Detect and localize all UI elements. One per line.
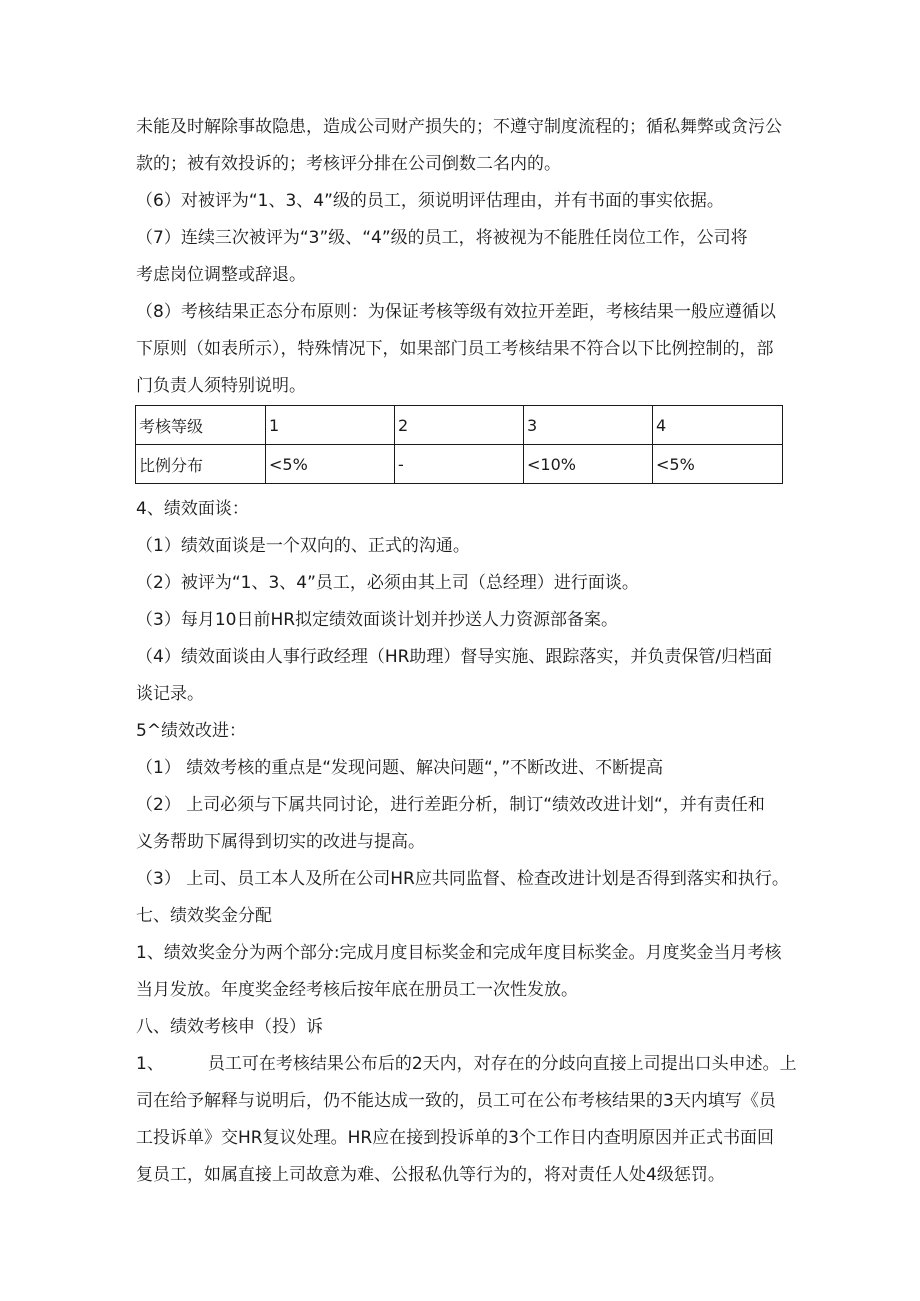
table-cell: <5%: [653, 445, 783, 484]
section-heading: 八、绩效考核申（投）诉: [136, 1017, 323, 1037]
paragraph-line: 款的；被有效投诉的；考核评分排在公司倒数二名内的。: [136, 154, 561, 174]
paragraph-line: （8）考核结果正态分布原则：为保证考核等级有效拉开差距，考核结果一般应遵循以: [136, 302, 776, 322]
paragraph-line: （4）绩效面谈由人事行政经理（HR助理）督导实施、跟踪落实，并负责保管/归档面: [136, 647, 773, 667]
grade-distribution-table: [135, 405, 783, 484]
table-cell: 1: [266, 406, 395, 445]
paragraph-line: （2）被评为“1、3、4”员工，必须由其上司（总经理）进行面谈。: [136, 573, 639, 593]
section-heading: 4、绩效面谈：: [136, 499, 249, 519]
paragraph-line: （6）对被评为“1、3、4”级的员工，须说明评估理由，并有书面的事实依据。: [136, 191, 724, 211]
paragraph-line: [136, 1046, 797, 1083]
paragraph-line: 司在给予解释与说明后，仍不能达成一致的，员工可在公布考核结果的3天内填写《员: [136, 1091, 776, 1111]
paragraph-line: （2） 上司必须与下属共同讨论，进行差距分析，制订“绩效改进计划“，并有责任和: [136, 795, 765, 815]
table-cell: 4: [653, 406, 783, 445]
paragraph-line: 门负责人须特别说明。: [136, 376, 306, 396]
paragraph-line: 谈记录。: [136, 684, 204, 704]
paragraph-line: （1）绩效面谈是一个双向的、正式的沟通。: [136, 536, 470, 556]
section-heading: 5^绩效改进：: [136, 721, 247, 741]
paragraph-line: 义务帮助下属得到切实的改进与提高。: [136, 832, 425, 852]
table-cell: <10%: [524, 445, 653, 484]
paragraph-line: 当月发放。年度奖金经考核后按年底在册员工一次性发放。: [136, 980, 578, 1000]
table-cell: 2: [395, 406, 524, 445]
paragraph-line: （7）连续三次被评为“3”级、“4”级的员工，将被视为不能胜任岗位工作，公司将: [136, 228, 748, 248]
paragraph-line: 未能及时解除事故隐患，造成公司财产损失的；不遵守制度流程的；循私舞弊或贪污公: [136, 117, 782, 137]
paragraph-line: （3） 上司、员工本人及所在公司HR应共同监督、检查改进计划是否得到落实和执行。: [136, 869, 789, 889]
table-cell: <5%: [266, 445, 395, 484]
paragraph-line: 复员工，如属直接上司故意为难、公报私仇等行为的，将对责任人处4级惩罚。: [136, 1165, 725, 1185]
bottom-text-block: [136, 491, 797, 1194]
paragraph-line: 下原则（如表所示），特殊情况下，如果部门员工考核结果不符合以下比例控制的，部: [136, 339, 774, 359]
table-cell: 比例分布: [136, 445, 266, 484]
table-cell: 考核等级: [136, 406, 266, 445]
paragraph-line: 1、绩效奖金分为两个部分:完成月度目标奖金和完成年度目标奖金。月度奖金当月考核: [136, 943, 782, 963]
table-row: [136, 445, 783, 484]
paragraph-line: 考虑岗位调整或辞退。: [136, 265, 306, 285]
section-heading: 七、绩效奖金分配: [136, 906, 272, 926]
item-number: 1、: [136, 1054, 164, 1074]
paragraph-line: （3）每月10日前HR拟定绩效面谈计划并抄送人力资源部备案。: [136, 610, 619, 630]
paragraph-line: 工投诉单》交HR复议处理。HR应在接到投诉单的3个工作日内查明原因并正式书面回: [136, 1128, 775, 1148]
paragraph-text: 员工可在考核结果公布后的2天内，对存在的分歧向直接上司提出口头申述。上: [207, 1054, 797, 1074]
paragraph-line: （1） 绩效考核的重点是“发现问题、解决问题“，”不断改进、不断提高: [136, 758, 664, 778]
table-cell: -: [395, 445, 524, 484]
top-text-block: [136, 109, 786, 405]
table-row: [136, 406, 783, 445]
table-cell: 3: [524, 406, 653, 445]
